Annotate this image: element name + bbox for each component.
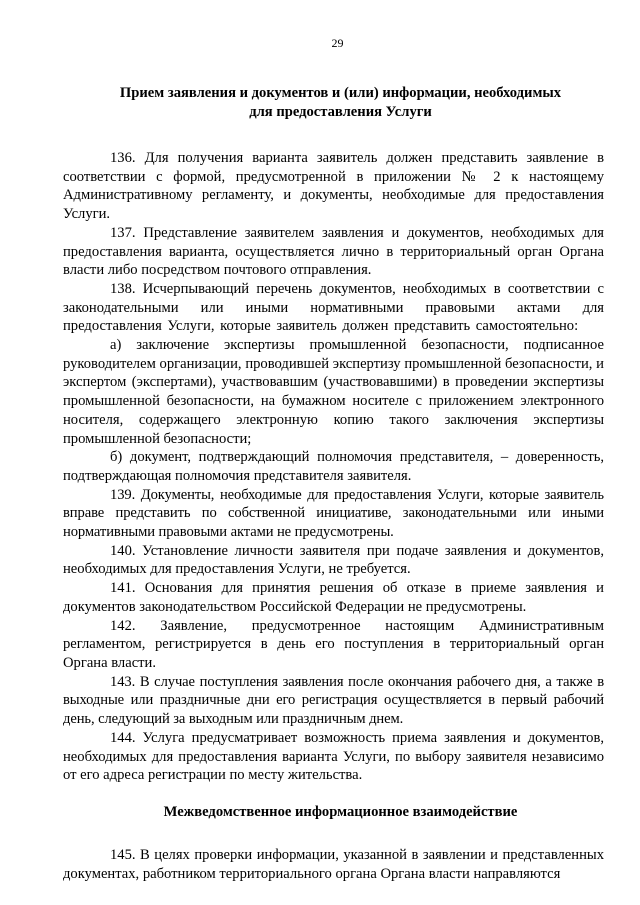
section-heading-line-2: для предоставления Услуги	[249, 103, 432, 120]
paragraph-139: 139. Документы, необходимые для предоставления Услуги, которые заявитель вправе представить по собственной инициативе, законодательными или иными нормативными правовыми актами не предусмотрены.	[63, 486, 604, 541]
paragraph-141: 141. Основания для принятия решения об отказе в приеме заявления и документов законодательством Российской Федерации не предусмотрены.	[63, 580, 604, 615]
paragraph-140: 140. Установление личности заявителя при подаче заявления и документов, необходимых для предоставления Услуги, не требуется.	[63, 542, 604, 578]
paragraph-144: 144. Услуга предусматривает возможность приема заявления и документов, необходимых для предоставления варианта Услуги, по выбору заявителя независимо от его адреса регистрации по месту жительства.	[63, 729, 604, 784]
paragraph-138: 138. Исчерпывающий перечень документов, необходимых в соответствии с законодательными или иными нормативными правовыми актами для предоставления Услуги, которые заявитель должен представить самостоятельно:	[63, 280, 604, 335]
paragraph-142: 142. Заявление, предусмотренное настоящим Административным регламентом, регистрируется в день его поступления в территориальный орган Органа власти.	[63, 617, 604, 671]
section-heading-interagency: Межведомственное информационное взаимодействие	[163, 803, 518, 820]
section-heading-reception	[63, 84, 604, 121]
paragraph-145: 145. В целях проверки информации, указанной в заявлении и представленных документах, работником территориального органа Органа власти направляются	[63, 847, 604, 883]
paragraph-138-item-a: а) заключение экспертизы промышленной безопасности, подписанное руководителем организации, проводившей экспертизу промышленной безопасности, и экспертом (экспертами), участвовавшим (участвовавшими) в проведении экспертизы промышленной безопасности, на бумажном носителе с приложением электронного носителя, содержащего электронную копию такого заключения экспертизы промышленной безопасности;	[63, 337, 604, 447]
paragraph-137: 137. Представление заявителем заявления и документов, необходимых для предоставления варианта, осуществляется лично в территориальный орган Органа власти либо посредством почтового отправления.	[63, 224, 604, 279]
paragraph-136: 136. Для получения варианта заявитель должен представить заявление в соответствии с формой, предусмотренной в приложении № 2 к настоящему Административному регламенту, и документы, необходимые для предоставления Услуги.	[63, 150, 604, 223]
page-number: 29	[331, 36, 344, 50]
section-heading-line-1: Прием заявления и документов и (или) информации, необходимых	[119, 85, 562, 101]
paragraph-138-item-b: б) документ, подтверждающий полномочия представителя, – доверенность, подтверждающая полномочия представителя заявителя.	[63, 449, 604, 484]
paragraph-143: 143. В случае поступления заявления после окончания рабочего дня, а также в выходные или праздничные дни его регистрация осуществляется в первый рабочий день, следующий за выходным или праздничным днем.	[63, 673, 604, 728]
